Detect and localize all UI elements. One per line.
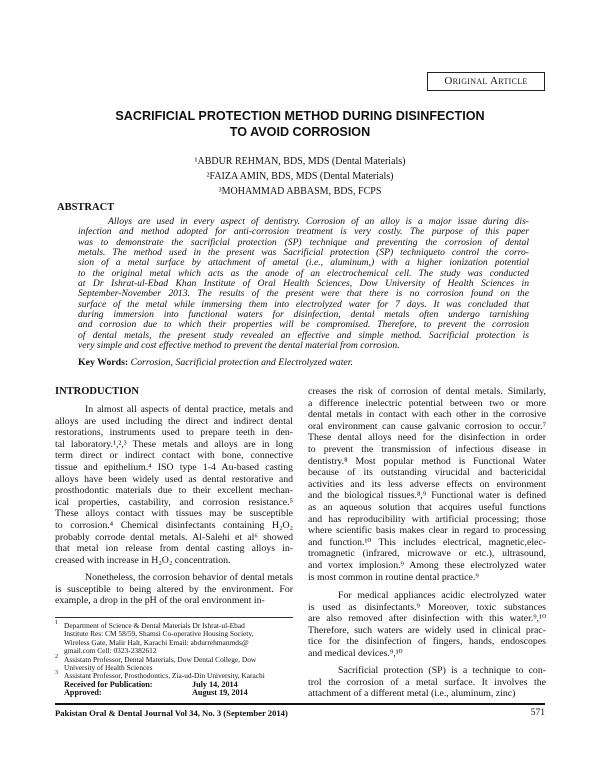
text-line: to prevent the transmission of infectious disease in (308, 443, 546, 455)
approved-value: August 19, 2014 (192, 688, 248, 698)
footnote-divider (55, 617, 293, 618)
footnote (55, 653, 293, 673)
text-line: tissue and epithelium.⁴ ISO type 1-4 Au-based casting (55, 461, 293, 473)
received-value: July 14, 2014 (192, 679, 238, 689)
keywords-label: Key Words: (78, 357, 129, 368)
text-line: attachment of a different metal (i.e., aluminum, zinc) (308, 688, 516, 700)
paragraph (308, 590, 546, 660)
text-line: These alloys contact with tissues may be susceptible (55, 508, 293, 520)
text-line: to the original metal which acts as the anode of an electrochemical cell. The study was conducted (78, 267, 529, 279)
text-line: prosthodontic materials due to their excellent mechan- (55, 485, 293, 497)
footnote-number: 3 (55, 670, 58, 677)
text-line: trol the corrosion of a metal surface. It involves the (308, 676, 546, 688)
text-line: a difference inelectric potential between two or more (308, 397, 546, 409)
paragraph (55, 404, 293, 566)
footnote-line: Assistatn Professor, Dental Materials, Dow Dental College, Dow (64, 654, 257, 664)
text-line: and corrosion due to which their properties will be compromised. Therefore, to prevent the corrosion (78, 319, 529, 331)
approved-label: Approved: (64, 688, 102, 698)
text-line: that metal ion release from dental casting alloys in- (55, 543, 293, 555)
text-line: alloys have been widely used as dental restorative and (55, 473, 293, 485)
footnote-line: Assistant Professor, Prosthodontics, Zia-ud-Din University, Karachi (64, 671, 265, 681)
text-line: and has reproducibility with artificial processing; those (308, 513, 546, 525)
text-line: at Dr Ishrat-ul-Ebad Khan Institute of Oral Health Sciences, Dow University of Health Sciences in (78, 278, 529, 290)
text-line: example, a drop in the pH of the oral environment in- (55, 595, 265, 607)
text-line: of dental metals, the present study revealed an effective and simple method. Sacrificial protection is (78, 329, 529, 341)
text-line: alloys are used including the direct and indirect dental (55, 415, 293, 427)
author: ³MOHAMMAD ABBASM, BDS, FCPS (218, 186, 382, 197)
text-line: These dental alloys need for the disinfection in order (308, 432, 546, 444)
footnote-number: 2 (55, 653, 58, 660)
text-line: term direct or indirect contact with bone, connective (55, 450, 293, 462)
footnote-line: University of Health Sciences (64, 663, 153, 673)
paragraph (308, 386, 546, 583)
footnote-number: 1 (55, 620, 58, 626)
introduction-heading: INTRODUCTION (55, 386, 140, 397)
text-line: are also removed after disinfection with this water.⁹,¹⁰ (308, 613, 546, 625)
text-line: where scientific basis makes clear in regard to processing (308, 525, 546, 537)
footnote-line: Department of Science & Dental Materials Dr Ishrat-ul-Ebad (64, 621, 245, 630)
text-line: Alloys are used in every aspect of dentistry. Corrosion of an alloy is a major issue during dis- (108, 216, 529, 227)
text-line: to corrosion.⁴ Chemical disinfectants containing H₂O₂ (55, 519, 293, 531)
text-line: is most common in routine dental practice.⁹ (308, 571, 479, 583)
paragraph (55, 572, 293, 607)
text-line: was to demonstrate the sacrificial protection (SP) technique and preventing the corrosion of dental (78, 236, 529, 248)
text-line: tice for the disinfection of fingers, hands, endoscopes (308, 636, 546, 648)
text-line: infection and method adopted for anti-corrosion treatment is very costly. The purpose of this paper (78, 226, 529, 238)
text-line: creases the risk of corrosion of dental metals. Similarly, (308, 386, 546, 397)
text-line: activities and its less adverse effects on environment (308, 478, 546, 490)
text-line: and medical devices.⁹,¹⁰ (308, 647, 403, 659)
keywords (78, 357, 353, 369)
text-line: Therefore, such waters are widely used in clinical prac- (308, 624, 546, 636)
footnotes (55, 622, 293, 698)
text-line: dentistry.⁸ Most popular method is Functional Water (308, 455, 546, 467)
text-line: probably corrode dental metals. Al-Salehi et al⁶ showed (55, 531, 293, 543)
text-line: September-November 2013. The results of the present were that there is no corrosion found on the (78, 288, 529, 300)
text-line: is used as disinfectants.⁹ Moreover, toxic substances (308, 601, 546, 613)
text-line: oral environment can cause galvanic corrosion to occur.⁷ (308, 420, 546, 432)
title-line: TO AVOID CORROSION (229, 125, 371, 139)
text-line: and function.¹⁰ This includes electrical, magnetic,elec- (308, 536, 546, 548)
text-line: is susceptible to being altered by the environment. For (55, 583, 293, 595)
text-line: ical properties, castability, and corrosion resistance.⁵ (55, 496, 293, 508)
paragraph (308, 665, 546, 700)
author: ²FAIZA AMIN, BDS, MDS (Dental Materials) (206, 171, 394, 182)
text-line: Nonetheless, the corrosion behavior of dental metals (85, 572, 293, 583)
text-line: because of its outstanding virucidal and bactericidal (308, 467, 546, 479)
footnote-line: gmail.com Cell: 0323-2382612 (64, 646, 157, 656)
text-line: For medical appliances acidic electrolyzed water (338, 590, 546, 601)
text-line: tal laboratory.¹,²,³ These metals and alloys are in long (55, 438, 293, 450)
page-number: 571 (530, 708, 545, 718)
author: ¹ABDUR REHMAN, BDS, MDS (Dental Materials) (194, 156, 406, 167)
footnote (55, 672, 293, 680)
footnote-line: Wireless Gate, Malir Halt, Karachi Email: abdurrehmanmds@ (64, 637, 249, 647)
text-line: surface of the metal while immersing them into electrolyzed water for 7 days. It was concluded that (78, 298, 529, 310)
text-line: metals. The method used in the present was Sacrificial protection (SP) techniqueto control the corro- (78, 247, 529, 259)
abstract-heading: ABSTRACT (57, 202, 115, 213)
received-label: Received for Publication: (64, 679, 153, 689)
page-footer (55, 708, 545, 718)
text-line: dental metals in contact with each other in the corrosive (308, 409, 546, 421)
footnote-line: Institute Res: CM 58/59, Shamsi Co-operative Housing Society, (64, 629, 254, 639)
text-line: as an aqueous solution that acquires useful functions (308, 501, 546, 513)
abstract-body (78, 217, 529, 351)
text-line: and vortex implosion.⁹ Among these electrolyzed water (308, 559, 546, 571)
text-line: restorations, instruments used to prepare teeth in den- (55, 427, 293, 439)
text-line: creased with increase in H₂O₂ concentration. (55, 554, 231, 566)
text-line: sion of a metal surface by attachment of ametal (i.e., aluminum,) with a higher ionization potential (78, 257, 529, 269)
article-title (60, 108, 540, 140)
footer-rule (55, 703, 545, 705)
journal-citation: Pakistan Oral & Dental Journal Vol 34, No. 3 (September 2014) (55, 708, 288, 718)
text-line: very simple and cost effective method to prevent the dental material from corrosion. (78, 340, 400, 352)
text-line: tromagnetic (infrared, microwave or etc.), ultrasound, (308, 548, 546, 560)
title-line: SACRIFICIAL PROTECTION METHOD DURING DISINFECTION (115, 109, 485, 123)
article-type-badge: Original Article (427, 72, 545, 91)
text-line: during immersion into functional waters for disinfection, dental metals often undergo tarnishing (78, 309, 529, 321)
approved-date (55, 689, 293, 697)
text-line: Sacrificial protection (SP) is a technique to con- (338, 665, 546, 676)
keywords-text: Corrosion, Sacrificial protection and Electrolyzed water. (130, 357, 353, 368)
text-line: and the biological tissues.⁸,⁹ Functional water is defined (308, 490, 546, 502)
text-line: In almost all aspects of dental practice, metals and (85, 404, 293, 415)
footnote (55, 622, 293, 656)
author-list (100, 154, 500, 199)
